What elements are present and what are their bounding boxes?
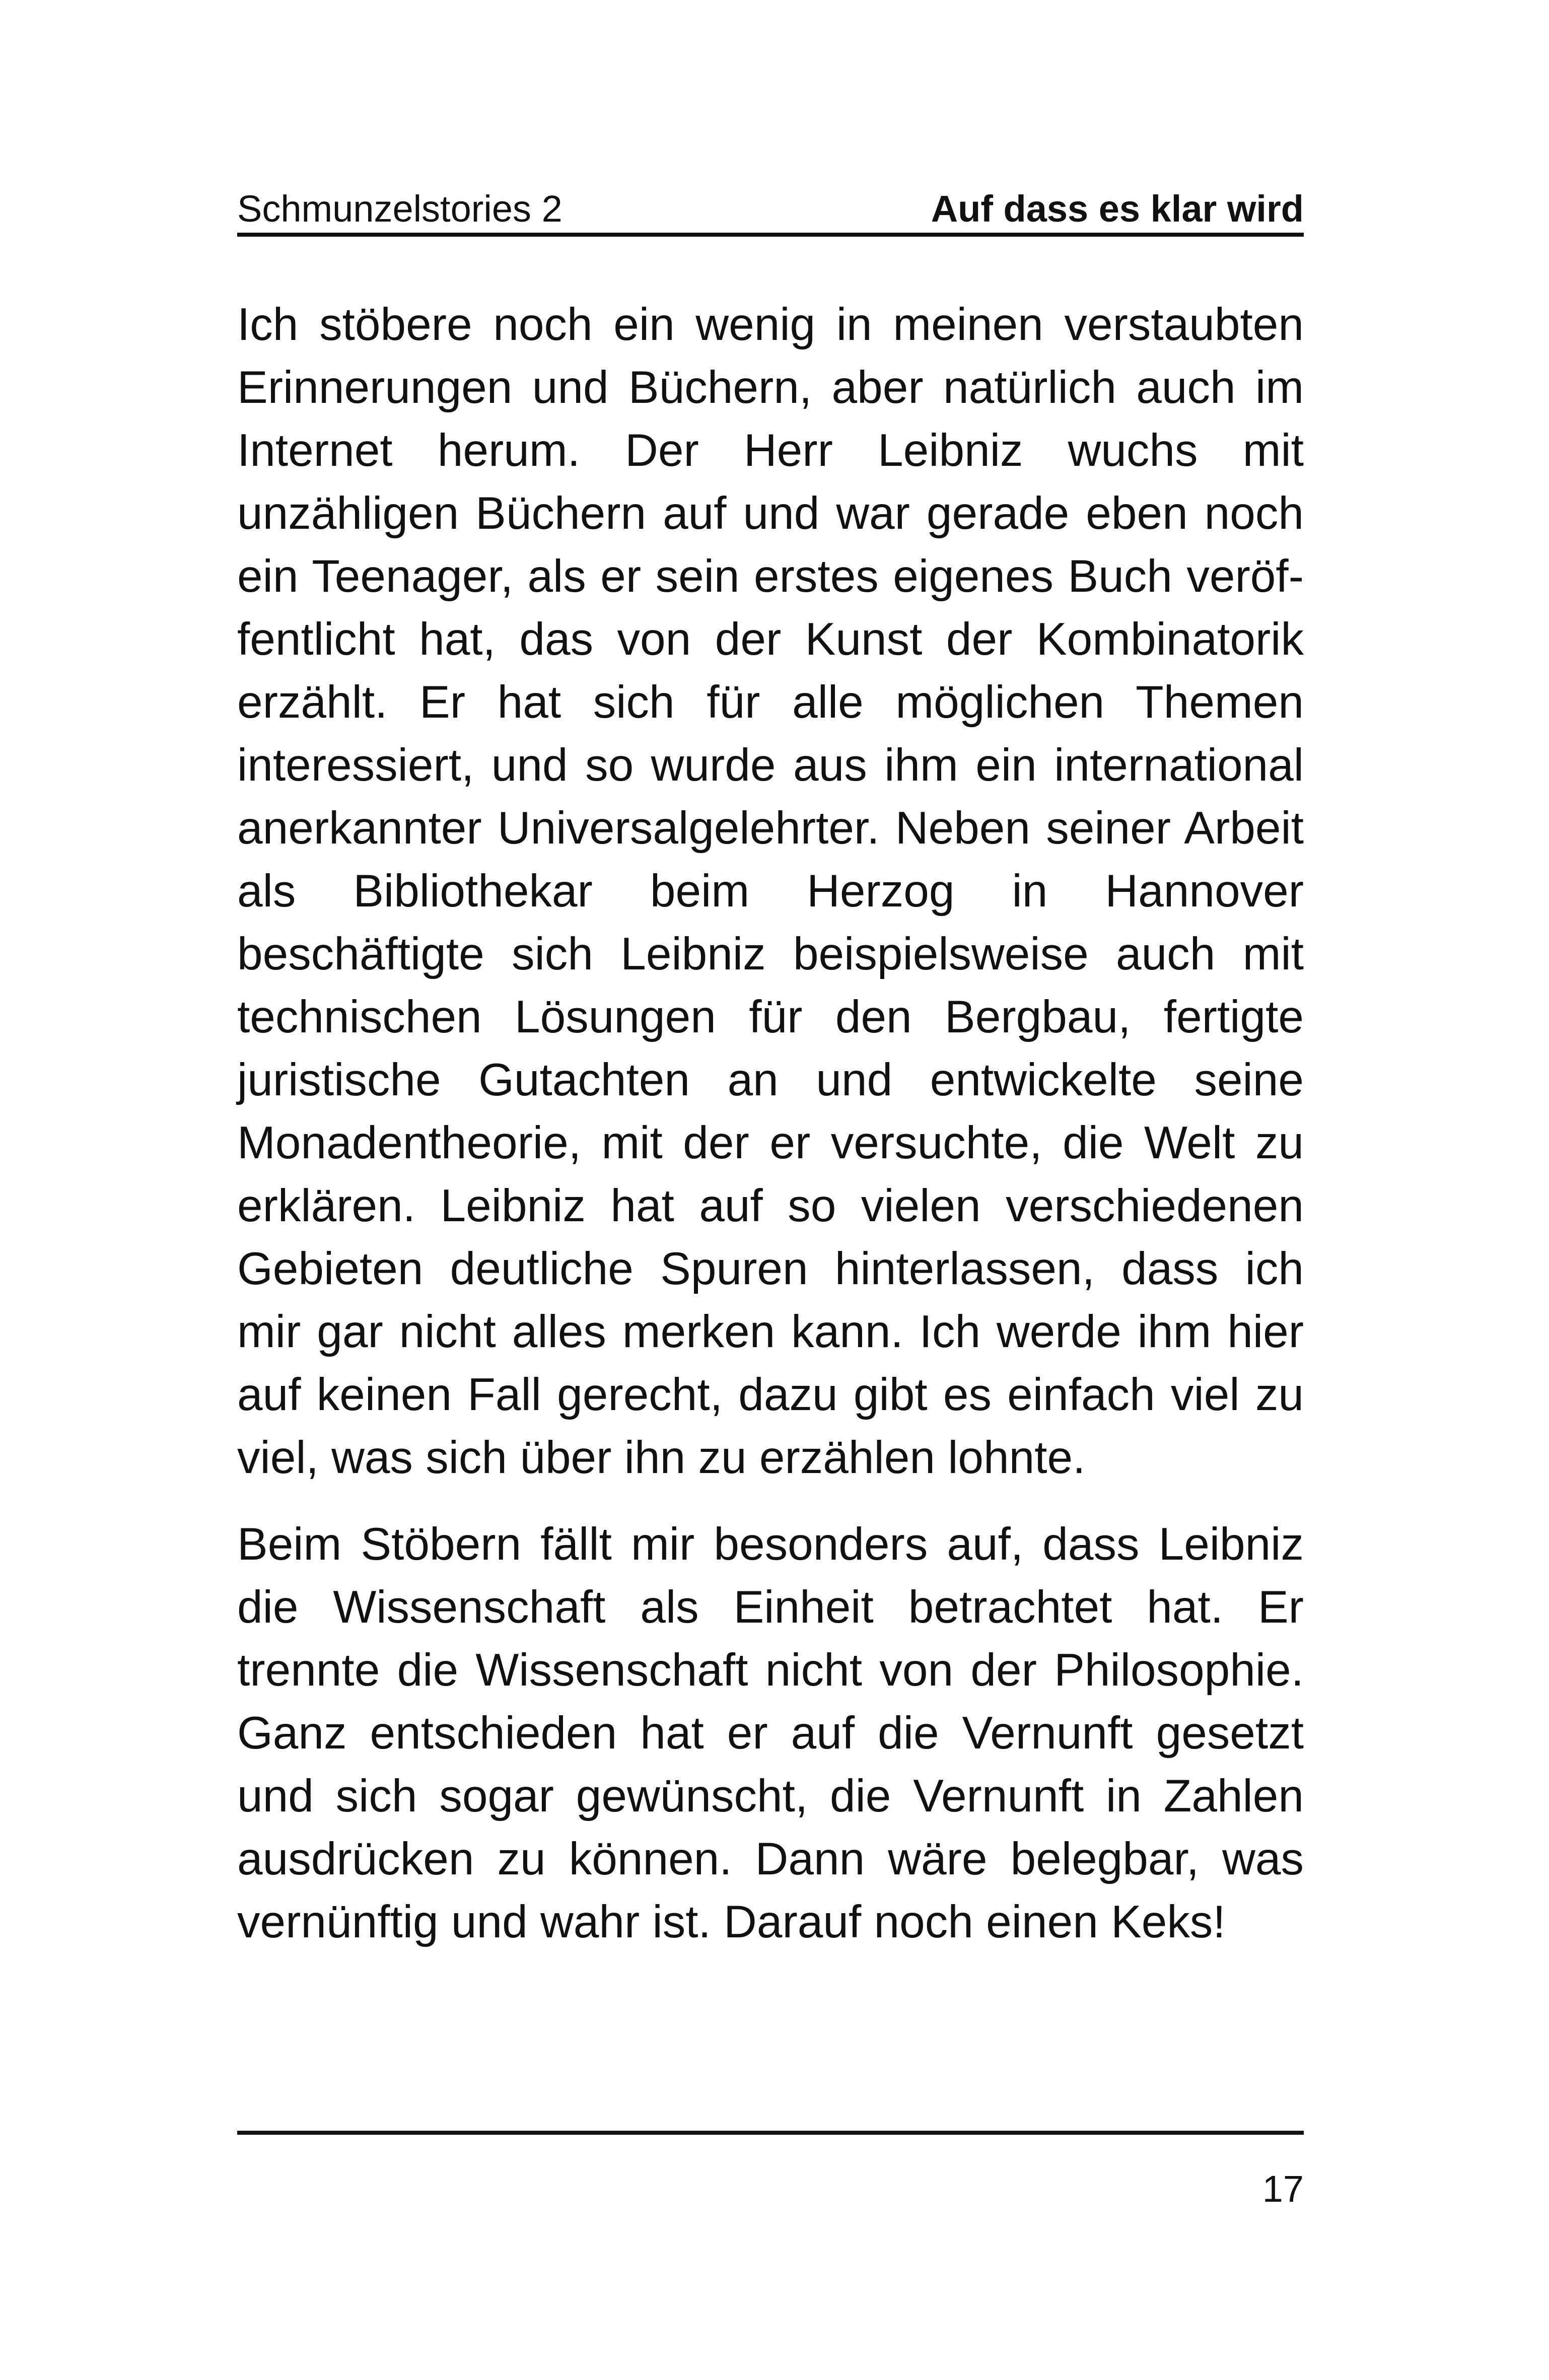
body-text [237,293,1304,1977]
paragraph: Beim Stöbern fällt mir besonders auf, dass Leibniz die Wissenschaft als Einheit betrachtet hat. Er trennte die Wissenschaft nicht von der Philosophie. Ganz entschieden hat er auf die Vernunft gesetzt und sich sogar gewünscht, die Vernunft in Zahlen ausdrücken zu können. Dann wäre belegbar, was vernünftig und wahr ist. Darauf noch einen Keks! [237,1519,1304,1947]
running-header [237,177,1304,228]
header-rule [237,233,1304,237]
chapter-title: Auf dass es klar wird [931,188,1304,230]
page-number: 17 [1262,2168,1304,2210]
book-title: Schmunzelstories 2 [237,188,562,230]
paragraph: Ich stöbere noch ein wenig in meinen verstaubten Erinnerungen und Büchern, aber natürlich auch im Internet herum. Der Herr Leibniz wuchs mit unzähligen Büchern auf und war gerade eben noch ein Teenager, als er sein erstes eigenes Buch veröffentlicht hat, das von der Kunst der Kombinatorik erzählt. Er hat sich für alle möglichen Themen interessiert, und so wurde aus ihm ein international anerkannter Universalgelehrter. Neben seiner Arbeit als Bibliothekar beim Herzog in Hannover beschäftigte sich Leibniz beispielsweise auch mit technischen Lösungen für den Bergbau, fertigte juristische Gutachten an und entwickelte seine Monadentheorie, mit der er versuchte, die Welt zu erklären. Leibniz hat auf so vielen verschiedenen Gebieten deutliche Spuren hinterlassen, dass ich mir gar nicht alles merken kann. Ich werde ihm hier auf keinen Fall gerecht, dazu gibt es einfach viel zu viel, was sich über ihn zu erzählen lohnte. [237,299,1304,1483]
footer-rule [237,2131,1304,2135]
